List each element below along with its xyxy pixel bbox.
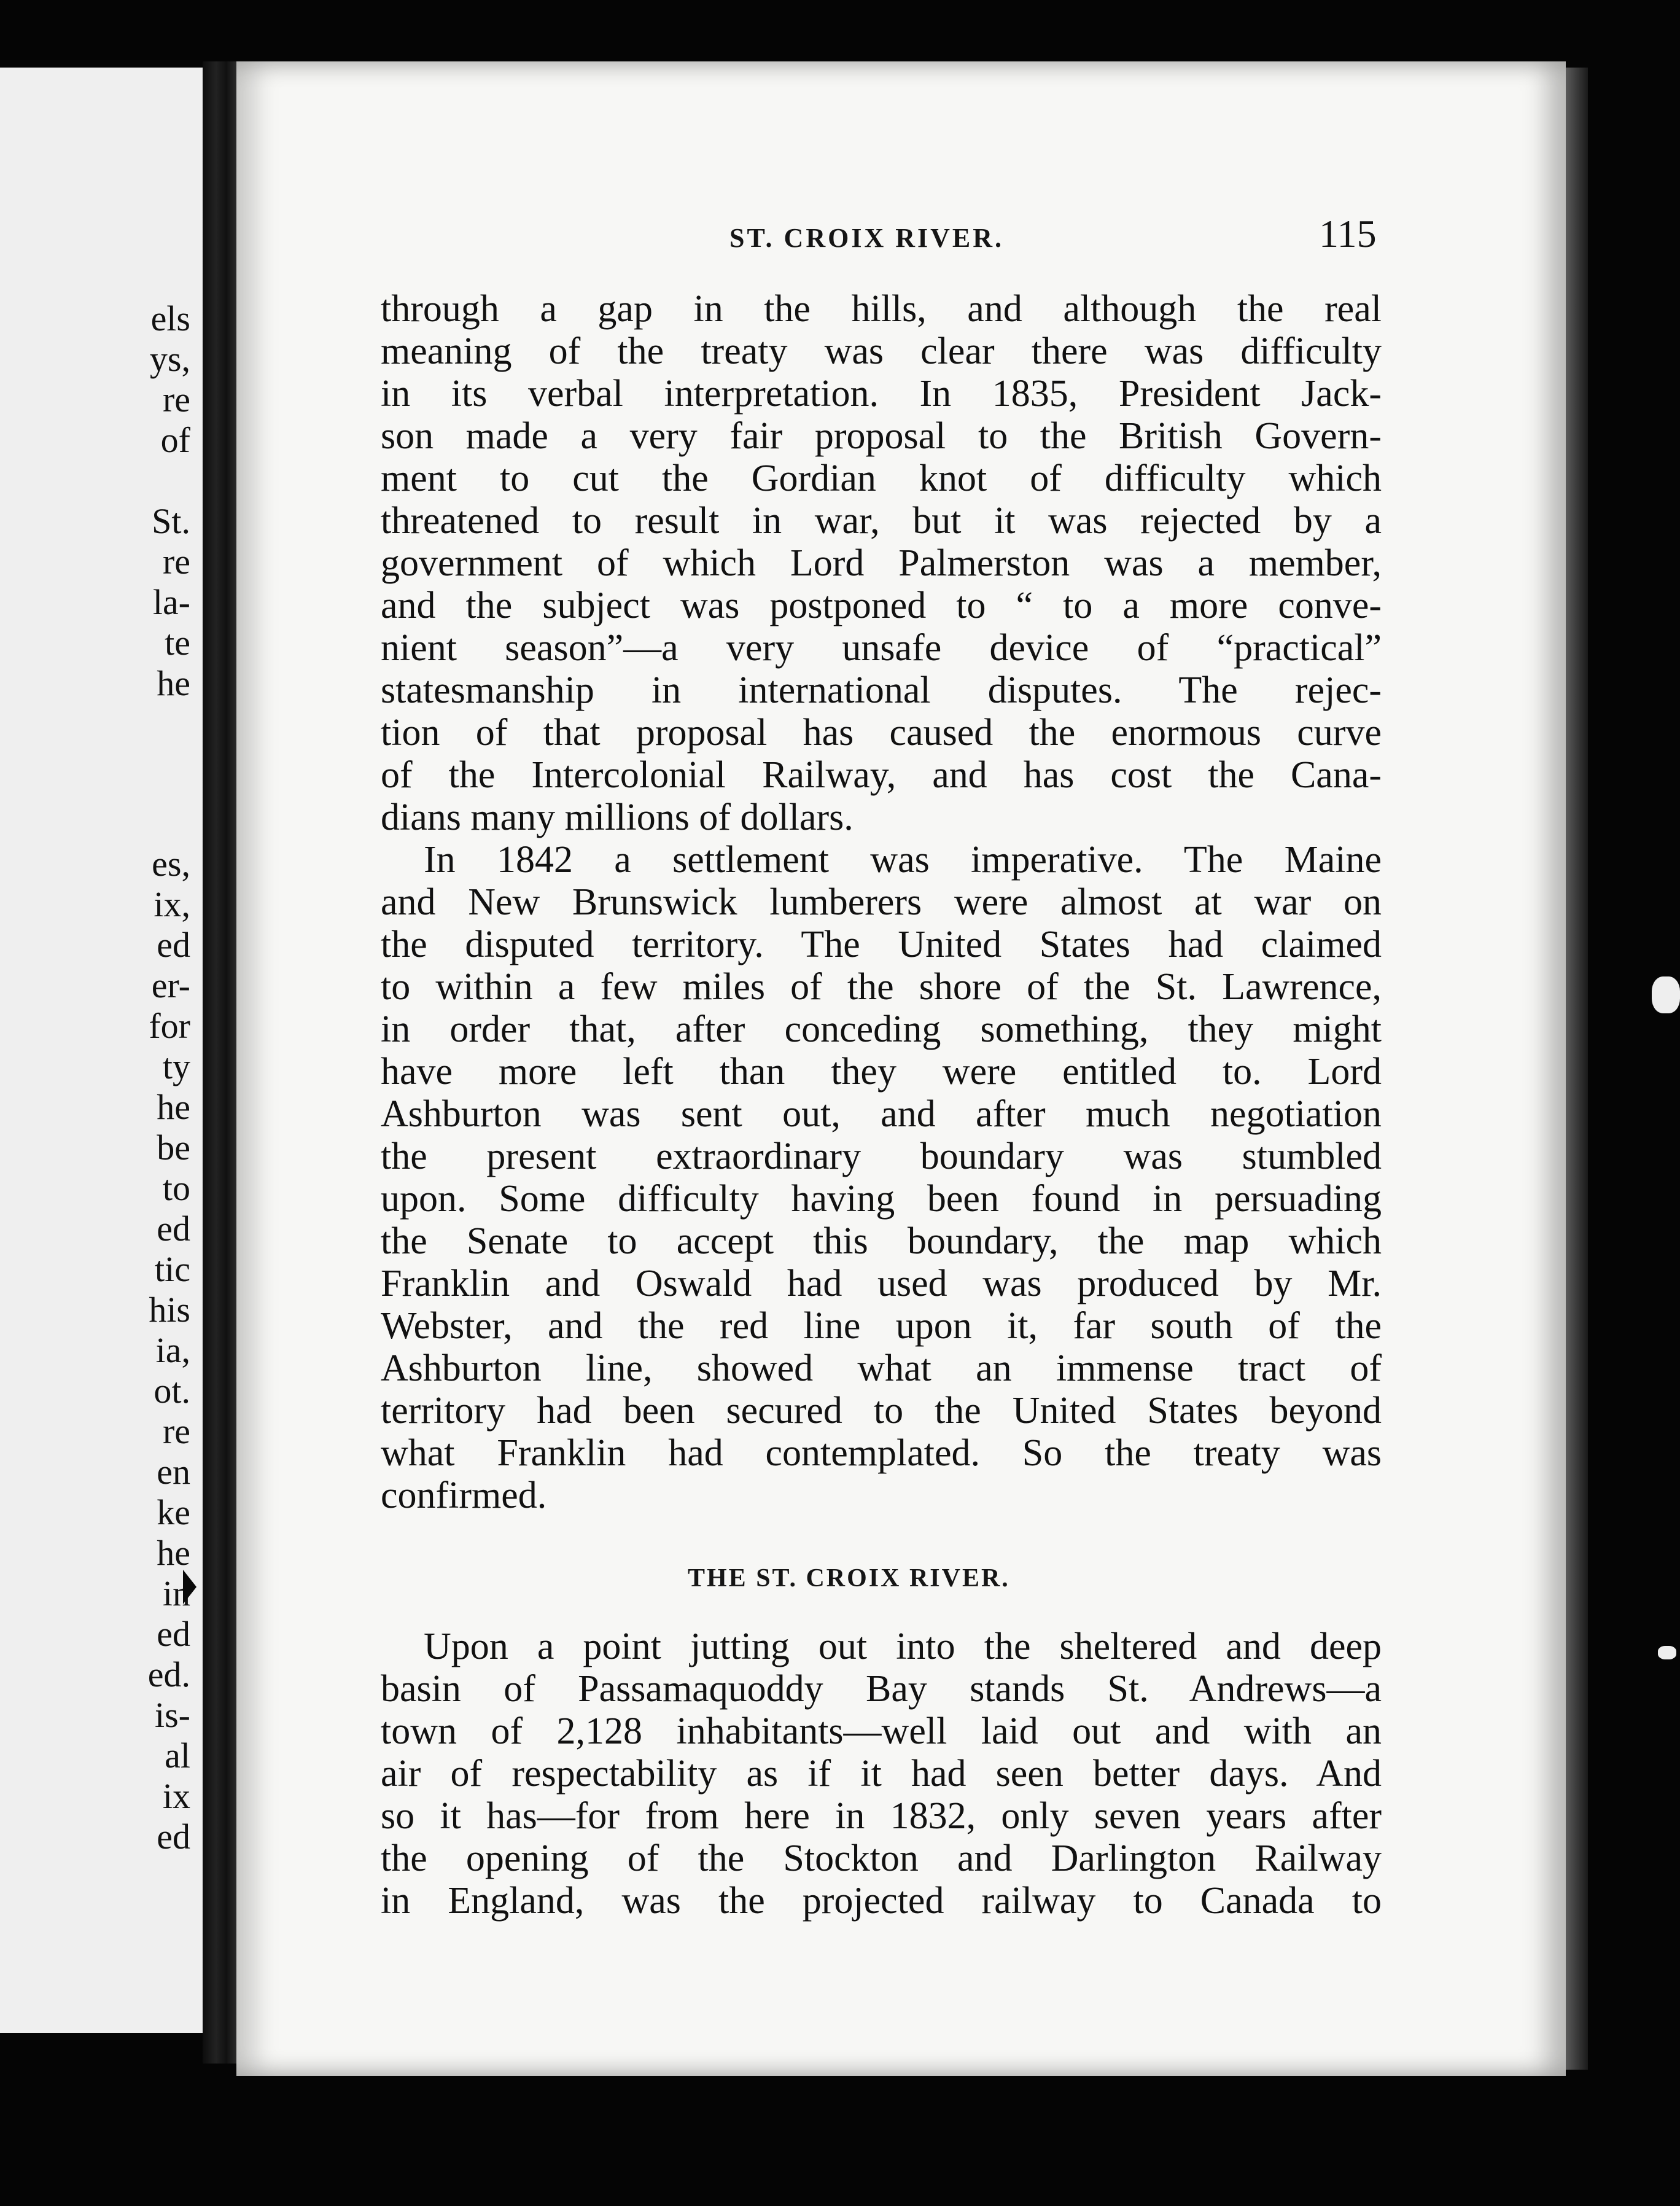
- text-line: in order that, after conceding something, they might: [381, 1008, 1382, 1050]
- text-line: Ashburton was sent out, and after much negotiation: [381, 1093, 1382, 1135]
- facing-fragment: re: [162, 380, 190, 419]
- text-line: In 1842 a settlement was imperative. The Maine: [424, 839, 1382, 881]
- facing-fragment: ia,: [155, 1330, 190, 1370]
- book-gutter: [203, 61, 236, 2064]
- facing-fragment: is-: [155, 1695, 190, 1735]
- running-header: ST. CROIX RIVER.: [729, 223, 1005, 253]
- facing-fragment: al: [165, 1736, 190, 1775]
- text-line: in England, was the projected railway to Canada to: [381, 1880, 1382, 1922]
- text-line: the Senate to accept this boundary, the map which: [381, 1220, 1382, 1262]
- facing-fragment: of: [160, 420, 190, 460]
- text-line: threatened to result in war, but it was rejected by a: [381, 500, 1382, 542]
- facing-fragment: ys,: [149, 339, 190, 379]
- text-line: in its verbal interpretation. In 1835, President Jack-: [381, 373, 1382, 415]
- facing-fragment: he: [157, 1533, 190, 1573]
- text-line: air of respectability as if it had seen better days. And: [381, 1753, 1382, 1795]
- text-line: what Franklin had contemplated. So the treaty was: [381, 1432, 1382, 1474]
- text-line: the disputed territory. The United States had claimed: [381, 924, 1382, 965]
- facing-fragment: to: [162, 1168, 190, 1208]
- text-line: Ashburton line, showed what an immense tract of: [381, 1347, 1382, 1389]
- text-line: and the subject was postponed to “ to a more conve-: [381, 585, 1382, 626]
- facing-fragment: in: [162, 1573, 190, 1613]
- text-line: upon. Some difficulty having been found in persuading: [381, 1178, 1382, 1220]
- text-line: the opening of the Stockton and Darlington Railway: [381, 1838, 1382, 1879]
- text-line: basin of Passamaquoddy Bay stands St. Andrews—a: [381, 1668, 1382, 1710]
- facing-fragment: tic: [155, 1249, 190, 1289]
- page-edge-shadow: [1566, 68, 1588, 2070]
- facing-fragment: for: [149, 1006, 190, 1046]
- text-line: through a gap in the hills, and although the real: [381, 288, 1382, 330]
- facing-fragment: ed: [157, 1614, 190, 1654]
- facing-fragment: ty: [162, 1046, 190, 1086]
- facing-fragment: ix,: [154, 884, 190, 924]
- text-line: dians many millions of dollars.: [381, 797, 854, 838]
- text-line: territory had been secured to the United States beyond: [381, 1390, 1382, 1432]
- text-line: nient season”—a very unsafe device of “practical”: [381, 627, 1382, 669]
- facing-fragment: St.: [152, 501, 190, 541]
- facing-fragment: els: [150, 298, 190, 338]
- facing-fragment: ed: [157, 925, 190, 965]
- text-line: confirmed.: [381, 1475, 547, 1516]
- facing-fragment: te: [165, 623, 190, 663]
- facing-fragment: en: [157, 1452, 190, 1492]
- text-line: ment to cut the Gordian knot of difficulty which: [381, 458, 1382, 499]
- facing-fragment: he: [157, 663, 190, 703]
- text-line: Upon a point jutting out into the sheltered and deep: [424, 1626, 1382, 1667]
- facing-fragment: he: [157, 1087, 190, 1127]
- gutter-mark: [183, 1570, 196, 1604]
- text-line: have more left than they were entitled to. Lord: [381, 1051, 1382, 1093]
- facing-fragment: be: [157, 1128, 190, 1167]
- text-line: son made a very fair proposal to the British Govern-: [381, 415, 1382, 457]
- text-line: meaning of the treaty was clear there was difficulty: [381, 330, 1382, 372]
- facing-fragment: his: [149, 1290, 190, 1330]
- text-line: statesmanship in international disputes. The rejec-: [381, 669, 1382, 711]
- text-line: tion of that proposal has caused the enormous curve: [381, 712, 1382, 754]
- facing-fragment: re: [162, 542, 190, 582]
- facing-fragment: es,: [152, 844, 190, 884]
- section-heading: THE ST. CROIX RIVER.: [688, 1564, 1010, 1592]
- text-line: so it has—for from here in 1832, only seven years after: [381, 1795, 1382, 1837]
- text-line: government of which Lord Palmerston was a member,: [381, 542, 1382, 584]
- facing-fragment: ed: [157, 1209, 190, 1249]
- facing-fragment: ed.: [147, 1654, 190, 1694]
- facing-fragment: la-: [152, 582, 190, 622]
- text-line: the present extraordinary boundary was stumbled: [381, 1136, 1382, 1177]
- text-line: and New Brunswick lumberers were almost at war on: [381, 881, 1382, 923]
- page-number: 115: [1319, 212, 1377, 255]
- facing-fragment: er-: [151, 965, 190, 1005]
- facing-fragment: ed: [157, 1817, 190, 1857]
- text-line: of the Intercolonial Railway, and has cost the Cana-: [381, 754, 1382, 796]
- text-line: Webster, and the red line upon it, far south of the: [381, 1305, 1382, 1347]
- facing-fragment: ix: [162, 1776, 190, 1816]
- facing-fragment: ot.: [154, 1371, 190, 1411]
- facing-fragment: re: [162, 1411, 190, 1451]
- facing-page: [0, 68, 203, 2033]
- scan-speck: [1652, 976, 1680, 1013]
- text-line: to within a few miles of the shore of the St. Lawrence,: [381, 966, 1382, 1008]
- scan-speck: [1658, 1646, 1676, 1659]
- text-line: Franklin and Oswald had used was produced by Mr.: [381, 1263, 1382, 1304]
- text-line: town of 2,128 inhabitants—well laid out and with an: [381, 1710, 1382, 1752]
- facing-fragment: ke: [157, 1492, 190, 1532]
